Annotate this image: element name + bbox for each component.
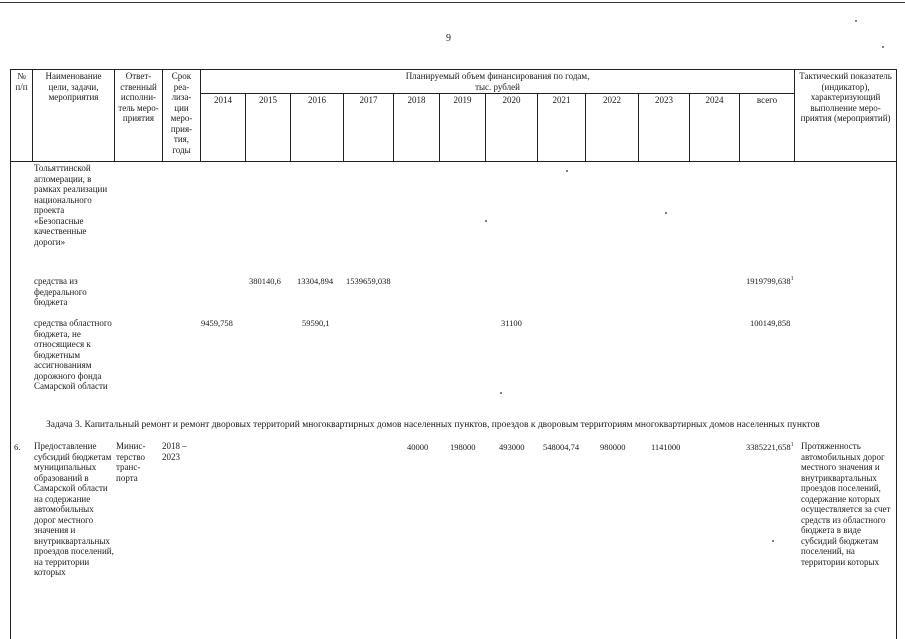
header-funding: Планируемый объем финансирования по годам, тыс. рублей <box>201 70 795 94</box>
scan-speck <box>485 220 487 222</box>
row6-indicator: Протяженность автомобильных дорог местного значения и внутриквартальных проездов поселений, содержание которых осуществляется за счет средств из областного бюджета в виде субсидий бюджетам поселений, на территории которых <box>801 441 891 567</box>
row6-2018: 40000 <box>407 442 429 452</box>
scan-speck <box>772 540 774 542</box>
federal-2015: 380140,6 <box>249 276 281 286</box>
task-3-heading: Задача 3. Капитальный ремонт и ремонт дворовых территорий многоквартирных домов населенных пунктов, проездов к дворовым территориям многоквартирных домов населенных пунктов <box>46 420 820 430</box>
header-num: № п/п <box>11 70 33 162</box>
row6-2019: 198000 <box>450 442 476 452</box>
row6-number: 6. <box>14 442 21 452</box>
left-border <box>10 161 11 639</box>
scan-speck <box>665 212 667 214</box>
header-year: 2022 <box>586 94 639 162</box>
scan-speck <box>566 170 568 172</box>
federal-total: 1919799,638$^1$ <box>746 276 794 286</box>
page-number: 9 <box>446 33 451 44</box>
header-executor: Ответ-ственный исполни-тель меро-приятия <box>115 70 163 162</box>
right-border <box>896 161 897 639</box>
header-year: 2020 <box>486 94 538 162</box>
row6-executor: Минис-терство транс-порта <box>116 441 146 483</box>
regional-2014: 9459,758 <box>201 318 233 328</box>
scan-speck <box>855 20 857 22</box>
header-name: Наименование цели, задачи, мероприятия <box>33 70 115 162</box>
header-year: 2021 <box>538 94 586 162</box>
scan-speck <box>500 392 502 394</box>
funding-table-header <box>10 69 897 162</box>
row6-total: 3385221,658$^1$ <box>746 442 794 452</box>
federal-total-footnote: 1 <box>790 276 794 283</box>
regional-funds-label: средства областного бюджета, не относящиеся к бюджетным ассигнованиям дорожного фонда Самарской области <box>34 318 112 391</box>
header-year: 2016 <box>291 94 344 162</box>
row6-2022: 980000 <box>600 442 626 452</box>
scan-speck <box>882 46 884 48</box>
federal-funds-label: средства из федерального бюджета <box>34 276 87 307</box>
row6-2020: 493000 <box>499 442 525 452</box>
regional-2016: 59590,1 <box>302 318 330 328</box>
row6-term: 2018 – 2023 <box>162 441 187 462</box>
header-year: 2024 <box>690 94 740 162</box>
header-year: 2017 <box>344 94 394 162</box>
federal-2017: 1539659,038 <box>346 276 391 286</box>
page-top-rule <box>0 2 905 3</box>
header-indicator: Тактический показатель (индикатор), характеризующий выполнение меро-приятия (мероприятий) <box>795 70 897 162</box>
header-year: 2015 <box>246 94 291 162</box>
row6-name: Предоставление субсидий бюджетам муниципальных образований в Самарской области на содержание автомобильных дорог местного значения и внутриквартальных проездов поселений, на территории которых <box>34 441 114 577</box>
row6-2023: 1141000 <box>651 442 681 452</box>
row6-2021: 548004,74 <box>543 442 580 452</box>
continued-name: Тольяттинской агломерации, в рамках реализации национального проекта «Безопасные качественные дороги» <box>34 163 108 247</box>
regional-total: 100149,858 <box>750 318 791 328</box>
header-year: 2014 <box>201 94 246 162</box>
header-year: 2018 <box>394 94 440 162</box>
header-year: 2023 <box>639 94 690 162</box>
header-year-total: всего <box>740 94 795 162</box>
row6-total-footnote: 1 <box>790 442 794 449</box>
federal-2016: 13304,894 <box>297 276 334 286</box>
header-year: 2019 <box>440 94 486 162</box>
header-term: Срок реа-лиза-ции меро-прия-тия, годы <box>163 70 201 162</box>
regional-2020: 31100 <box>501 318 522 328</box>
